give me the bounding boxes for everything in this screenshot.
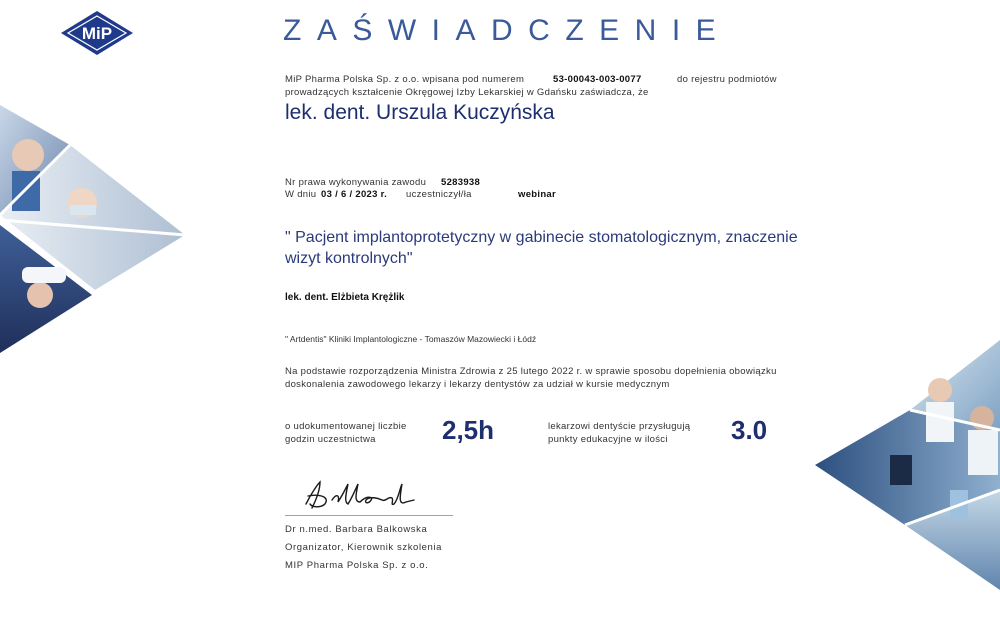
intro-line1-end: do rejestru podmiotów	[677, 74, 777, 85]
dental-photo-collage	[0, 105, 190, 355]
signature-image	[298, 474, 423, 516]
attendance-date: 03 / 6 / 2023 r.	[321, 189, 388, 200]
intro-line2: prowadzących kształcenie Okręgowej Izby Lekarskiej w Gdańsku zaświadcza, że	[285, 87, 649, 98]
points-label: lekarzowi dentyście przysługują punkty edukacyjne w ilości	[548, 421, 691, 445]
laboratory-photo-collage	[810, 340, 1000, 595]
event-type: webinar	[518, 189, 556, 200]
regulation-text: Na podstawie rozporządzenia Ministra Zdrowia z 25 lutego 2022 r. w sprawie sposobu dopełnienia obowiązku doskonalenia zawodowego lekarzy i lekarzy dentystów za udział w kursie medycznym	[285, 366, 777, 390]
license-label: Nr prawa wykonywania zawodu	[285, 177, 427, 188]
page-title: ZAŚWIADCZENIE	[283, 14, 732, 47]
signer-organization: MIP Pharma Polska Sp. z o.o.	[285, 560, 429, 571]
hours-label: o udokumentowanej liczbie godzin uczestnictwa	[285, 421, 407, 445]
lecturer-name: lek. dent. Elżbieta Krężlik	[285, 292, 405, 303]
signature-line	[285, 515, 453, 516]
hours-value: 2,5h	[442, 415, 495, 445]
points-value: 3.0	[731, 415, 768, 445]
license-number: 5283938	[441, 177, 481, 188]
venue: " Artdentis" Kliniki Implantologiczne - Tomaszów Mazowiecki i Łódź	[285, 334, 537, 344]
signer-name: Dr n.med. Barbara Balkowska	[285, 524, 428, 535]
course-title: " Pacjent implantoprotetyczny w gabinecie stomatologicznym, znaczenie wizyt kontrolnych"	[285, 229, 798, 267]
logo-text: MiP	[81, 24, 113, 43]
participant-name: lek. dent. Urszula Kuczyńska	[285, 101, 555, 124]
signer-role: Organizator, Kierownik szkolenia	[285, 542, 443, 553]
mip-logo	[60, 10, 134, 56]
intro-line1-start: MiP Pharma Polska Sp. z o.o. wpisana pod numerem	[285, 74, 525, 85]
registry-number: 53-00043-003-0077	[553, 74, 642, 85]
attendance-verb: uczestniczył/ła	[406, 189, 472, 200]
date-label: W dniu	[285, 189, 317, 200]
